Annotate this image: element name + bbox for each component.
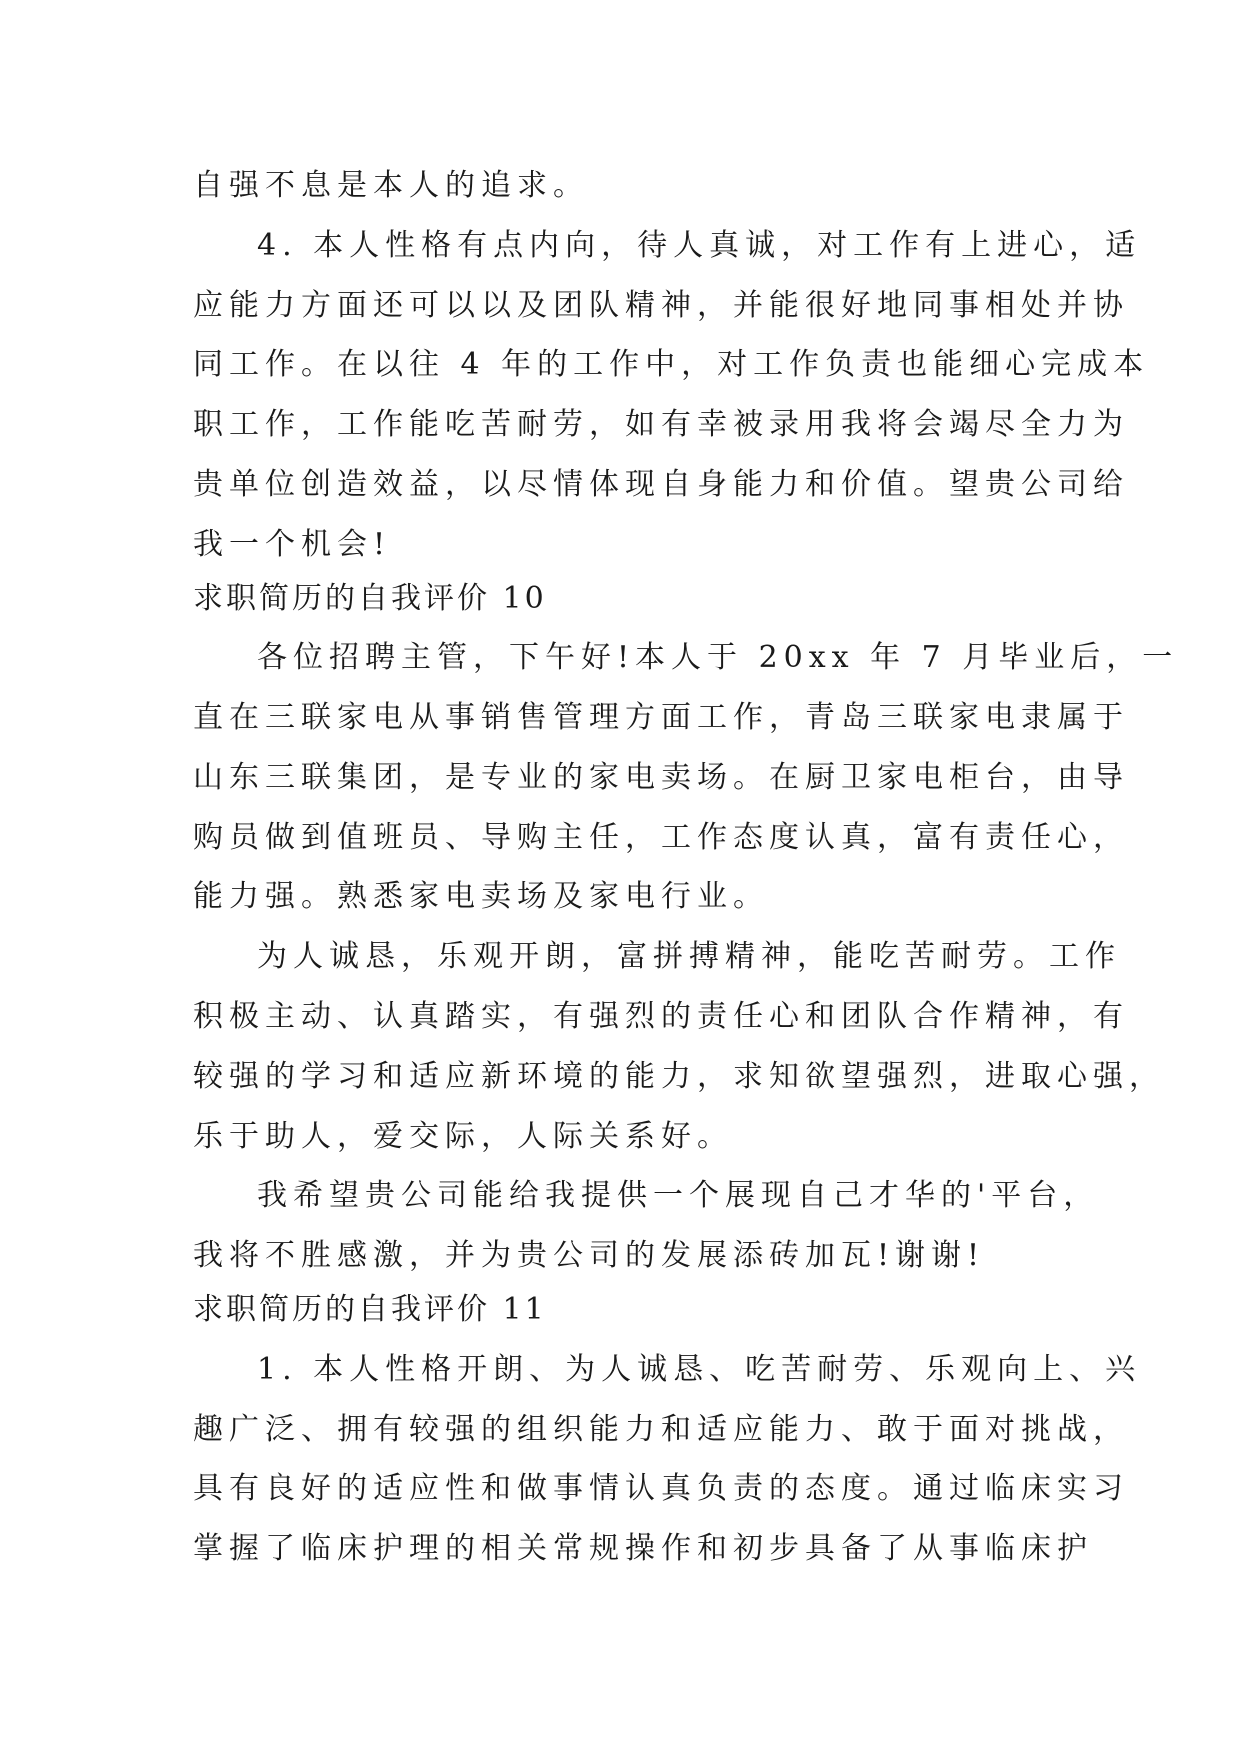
paragraph-line: 具有良好的适应性和做事情认真负责的态度。通过临床实习 xyxy=(193,1471,1129,1506)
paragraph-line: 自强不息是本人的追求。 xyxy=(193,168,589,203)
paragraph-line: 积极主动、认真踏实，有强烈的责任心和团队合作精神，有 xyxy=(193,999,1129,1034)
section-heading: 求职简历的自我评价 10 xyxy=(193,581,547,616)
paragraph-line: 贵单位创造效益，以尽情体现自身能力和价值。望贵公司给 xyxy=(193,467,1129,502)
section-heading: 求职简历的自我评价 11 xyxy=(193,1292,547,1327)
paragraph-line: 我一个机会! xyxy=(193,527,392,562)
paragraph-line: 职工作，工作能吃苦耐劳，如有幸被录用我将会竭尽全力为 xyxy=(193,407,1129,442)
paragraph-line: 能力强。熟悉家电卖场及家电行业。 xyxy=(193,879,769,914)
paragraph-line: 各位招聘主管，下午好!本人于 20xx 年 7 月毕业后，一 xyxy=(257,640,1179,675)
paragraph-line: 山东三联集团，是专业的家电卖场。在厨卫家电柜台，由导 xyxy=(193,760,1129,795)
paragraph-line: 掌握了临床护理的相关常规操作和初步具备了从事临床护 xyxy=(193,1531,1093,1566)
paragraph-line: 1. 本人性格开朗、为人诚恳、吃苦耐劳、乐观向上、兴 xyxy=(257,1352,1142,1387)
paragraph-line: 较强的学习和适应新环境的能力，求知欲望强烈，进取心强， xyxy=(193,1059,1165,1094)
paragraph-line: 直在三联家电从事销售管理方面工作，青岛三联家电隶属于 xyxy=(193,700,1129,735)
paragraph-line: 我希望贵公司能给我提供一个展现自己才华的'平台， xyxy=(257,1178,1100,1213)
paragraph-line: 趣广泛、拥有较强的组织能力和适应能力、敢于面对挑战， xyxy=(193,1412,1129,1447)
paragraph-line: 4. 本人性格有点内向，待人真诚，对工作有上进心，适 xyxy=(257,228,1142,263)
paragraph-line: 乐于助人，爱交际，人际关系好。 xyxy=(193,1119,733,1154)
paragraph-line: 同工作。在以往 4 年的工作中，对工作负责也能细心完成本 xyxy=(193,347,1150,382)
paragraph-line: 为人诚恳，乐观开朗，富拼搏精神，能吃苦耐劳。工作 xyxy=(257,939,1121,974)
paragraph-line: 购员做到值班员、导购主任，工作态度认真，富有责任心， xyxy=(193,820,1129,855)
paragraph-line: 我将不胜感激，并为贵公司的发展添砖加瓦!谢谢! xyxy=(193,1238,986,1273)
paragraph-line: 应能力方面还可以以及团队精神，并能很好地同事相处并协 xyxy=(193,288,1129,323)
